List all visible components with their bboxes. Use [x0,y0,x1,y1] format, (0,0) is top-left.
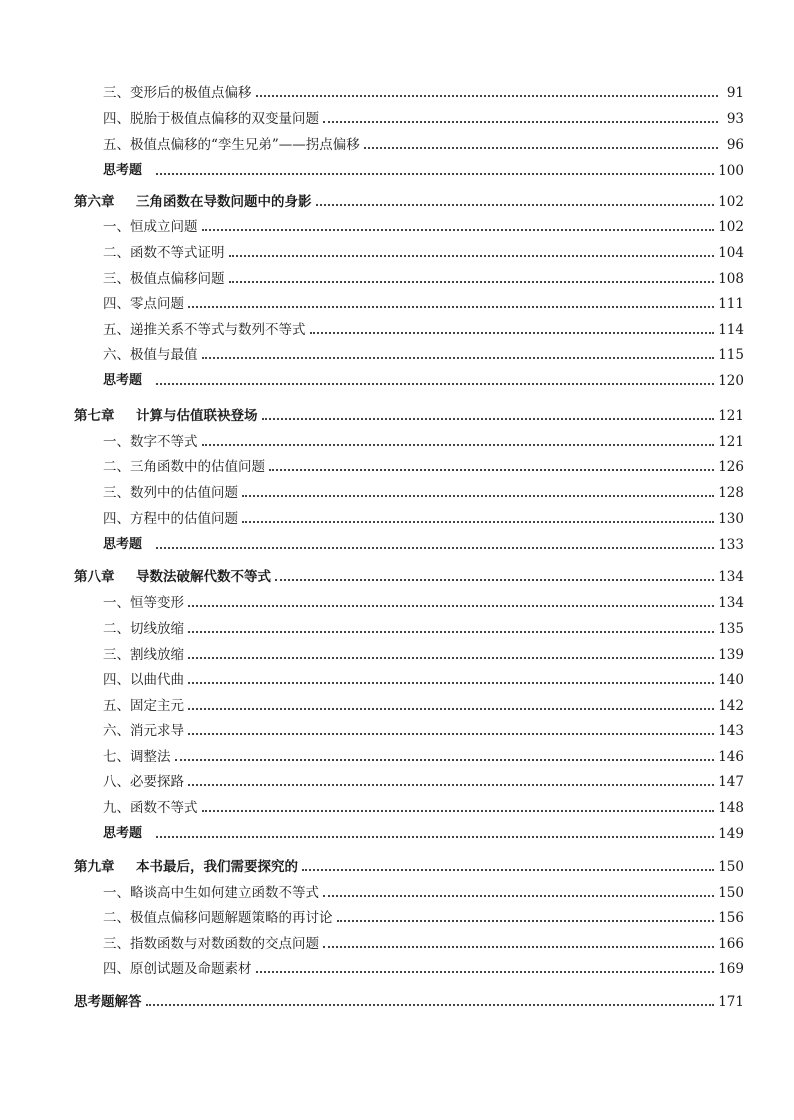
page-number: 150 [718,859,744,875]
page-number: 140 [718,672,744,688]
page-number: 115 [718,347,744,363]
toc-title: 二、切线放缩 [103,621,184,637]
toc-title: 二、三角函数中的估值问题 [103,459,265,475]
dot-leader [202,444,715,446]
toc-row-section [103,108,744,130]
dot-leader [188,657,714,659]
page-number: 91 [726,85,744,101]
dot-leader [323,121,718,123]
toc-title [74,191,316,213]
toc-row-section [103,344,744,366]
page-number: 130 [718,511,744,527]
toc-title: 二、极值点偏移问题解题策略的再讨论 [103,910,333,926]
toc-title: 五、递推关系不等式与数列不等式 [103,322,306,338]
toc-title: 四、零点问题 [103,296,184,312]
page-number: 171 [718,994,744,1010]
chapter-label: 第八章 [74,569,115,585]
toc-row-section [103,134,744,156]
dot-leader [316,204,715,206]
toc-title: 三、极值点偏移问题 [103,271,225,287]
dot-leader [156,547,714,549]
dot-leader [302,869,714,871]
toc-row-exercise [103,823,744,845]
page-number: 100 [718,163,744,179]
dot-leader [156,383,714,385]
toc-title: 三、变形后的极值点偏移 [103,85,252,101]
page-number: 134 [718,569,744,585]
chapter-label: 第九章 [74,859,115,875]
toc-title: 七、调整法 [103,749,171,765]
page-number: 114 [718,322,744,338]
dot-leader [242,521,714,523]
dot-leader [337,920,715,922]
dot-leader [188,631,714,633]
toc-title: 一、数字不等式 [103,434,198,450]
page-number: 108 [718,271,744,287]
dot-leader [188,784,714,786]
dot-leader [269,469,714,471]
toc-title: 四、脱胎于极值点偏移的双变量问题 [103,111,319,127]
page-number: 120 [718,373,744,389]
chapter-title: 三角函数在导数问题中的身影 [136,194,312,210]
toc-title: 思考题 [103,373,143,388]
dot-leader [156,173,714,175]
toc-title: 思考题 [103,537,143,552]
page-number: 135 [718,621,744,637]
page-number: 148 [718,800,744,816]
dot-leader [188,306,714,308]
toc-title: 六、极值与最值 [103,347,198,363]
page-number: 102 [718,194,744,210]
toc-title: 六、消元求导 [103,723,184,739]
chapter-label: 第六章 [74,194,115,210]
page-number: 102 [718,219,744,235]
dot-leader [323,946,714,948]
page-number: 147 [718,774,744,790]
page-number: 156 [718,910,744,926]
dot-leader [188,708,714,710]
page-number: 121 [718,408,744,424]
dot-leader [256,971,715,973]
toc-row-section [103,746,744,768]
page-number: 121 [718,434,744,450]
page-number: 139 [718,647,744,663]
toc-row-section [103,907,744,929]
dot-leader [146,1004,715,1006]
dot-leader [364,147,718,149]
toc-row-chapter [74,856,744,878]
toc-row-section [103,242,744,264]
toc-title: 思考题 [103,826,143,841]
toc-row-section [103,882,744,904]
dot-leader [229,281,715,283]
toc-title: 二、函数不等式证明 [103,245,225,261]
chapter-title: 计算与估值联袂登场 [136,408,258,424]
dot-leader [262,418,715,420]
toc-row-section [103,720,744,742]
toc-row-section [103,958,744,980]
toc-row-section [103,82,744,104]
toc-title: 五、极值点偏移的“孪生兄弟”——拐点偏移 [103,137,360,153]
toc-row-section [103,669,744,691]
page-number: 133 [718,537,744,553]
page-number: 93 [726,111,744,127]
toc-title [74,856,302,878]
page-number: 128 [718,485,744,501]
dot-leader [175,759,715,761]
page-number: 166 [718,936,744,952]
toc-row-chapter [74,566,744,588]
page-number: 104 [718,245,744,261]
toc-title: 思考题解答 [74,994,142,1010]
dot-leader [323,895,714,897]
dot-leader [242,495,714,497]
toc-row-chapter [74,405,744,427]
toc-row-section [103,508,744,530]
page-number: 111 [718,296,744,312]
toc-title: 八、必要探路 [103,774,184,790]
toc-title: 四、方程中的估值问题 [103,511,238,527]
toc-row-section [103,431,744,453]
dot-leader [310,332,715,334]
toc-title: 三、指数函数与对数函数的交点问题 [103,936,319,952]
toc-row-section [103,216,744,238]
toc-row-section [103,933,744,955]
dot-leader [275,579,714,581]
page-number: 146 [718,749,744,765]
toc-row-answers [74,991,744,1013]
dot-leader [202,229,715,231]
toc-row-section [103,293,744,315]
dot-leader [202,810,715,812]
dot-leader [188,733,714,735]
toc-title: 一、恒成立问题 [103,219,198,235]
chapter-title: 导数法破解代数不等式 [136,569,271,585]
dot-leader [188,682,714,684]
dot-leader [156,836,714,838]
page-number: 169 [718,961,744,977]
dot-leader [256,95,719,97]
dot-leader [188,605,714,607]
toc-title: 思考题 [103,163,143,178]
page-number: 96 [726,137,744,153]
toc-row-exercise [103,160,744,182]
toc-row-section [103,268,744,290]
toc-row-section [103,618,744,640]
toc-row-chapter [74,191,744,213]
toc-row-section [103,456,744,478]
toc-row-section [103,482,744,504]
chapter-label: 第七章 [74,408,115,424]
toc-row-exercise [103,534,744,556]
toc-title: 四、以曲代曲 [103,672,184,688]
dot-leader [202,357,715,359]
toc-title [74,566,275,588]
page-number: 149 [718,826,744,842]
toc-title: 四、原创试题及命题素材 [103,961,252,977]
toc-title [74,405,262,427]
page-number: 143 [718,723,744,739]
toc-row-section [103,797,744,819]
page-number: 126 [718,459,744,475]
toc-title: 一、恒等变形 [103,595,184,611]
toc-title: 三、数列中的估值问题 [103,485,238,501]
toc-title: 九、函数不等式 [103,800,198,816]
toc-row-section [103,319,744,341]
toc-row-section [103,695,744,717]
toc-row-section [103,644,744,666]
page-number: 150 [718,885,744,901]
toc-title: 一、略谈高中生如何建立函数不等式 [103,885,319,901]
toc-row-section [103,771,744,793]
page-number: 134 [718,595,744,611]
toc-title: 五、固定主元 [103,698,184,714]
toc-title: 三、割线放缩 [103,647,184,663]
chapter-title: 本书最后，我们需要探究的 [136,859,298,875]
page-number: 142 [718,698,744,714]
toc-row-section [103,592,744,614]
toc-row-exercise [103,370,744,392]
dot-leader [229,255,715,257]
